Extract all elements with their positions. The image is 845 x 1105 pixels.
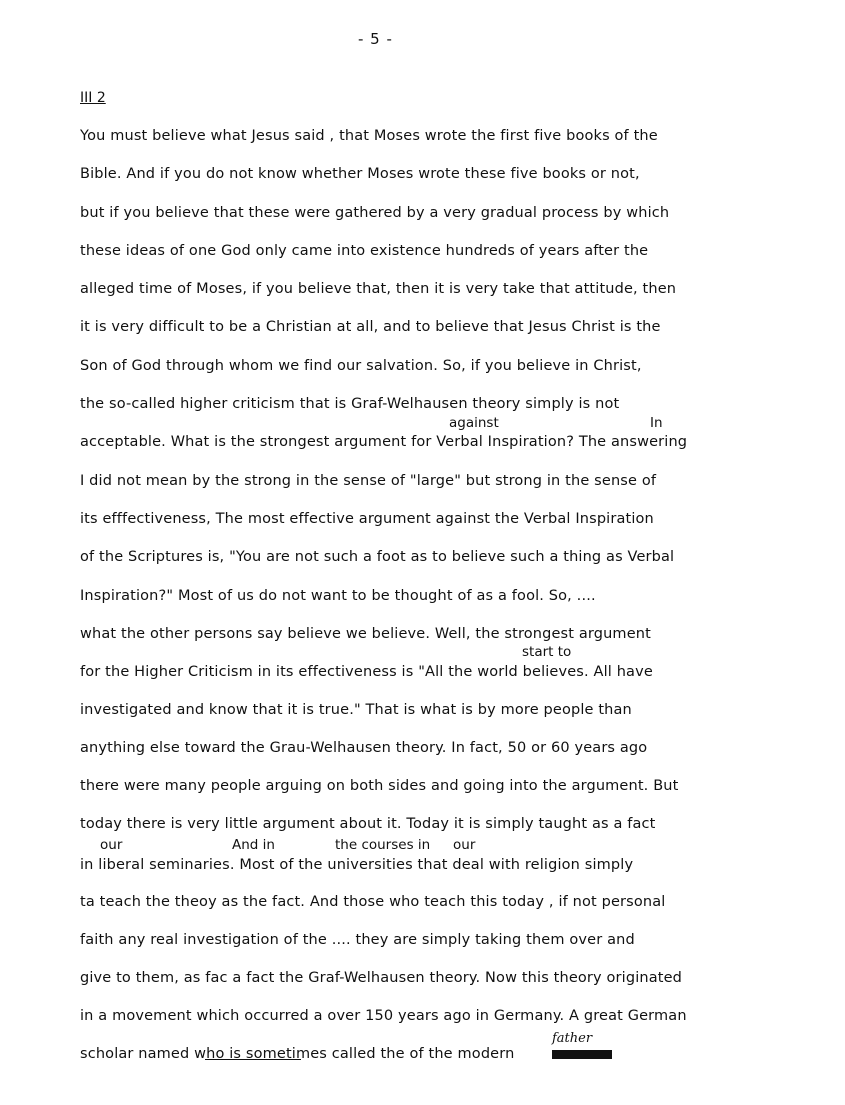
text-line: today there is very little argument about it. Today it is simply taught as a fact <box>80 816 656 832</box>
text-line: alleged time of Moses, if you believe that, then it is very take that attitude, then <box>80 281 677 297</box>
text-line: Bible. And if you do not know whether Moses wrote these five books or not, <box>80 166 640 182</box>
text-line: investigated and know that it is true." That is what is by more people than <box>80 702 632 718</box>
text-line: You must believe what Jesus said , that Moses wrote the first five books of the <box>80 128 658 144</box>
text-line: faith any real investigation of the .... they are simply taking them over and <box>80 932 635 948</box>
text-line: in liberal seminaries. Most of the universities that deal with religion simply <box>80 857 634 873</box>
handwritten-insertion-father: father <box>552 1031 593 1046</box>
text-line: Son of God through whom we find our salvation. So, if you believe in Christ, <box>80 358 642 374</box>
text-line: Inspiration?" Most of us do not want to be thought of as a fool. So, .... <box>80 588 596 604</box>
insertion-against: against <box>449 415 499 431</box>
text-line: for the Higher Criticism in its effectiveness is "All the world believes. All have <box>80 664 653 680</box>
insertion-and-in: And in <box>232 837 275 853</box>
text-line: I did not mean by the strong in the sense of "large" but strong in the sense of <box>80 473 657 489</box>
text-line: ta teach the theoy as the fact. And those who teach this today , if not personal <box>80 894 666 910</box>
insertion-our: our <box>453 837 476 853</box>
redaction-mark <box>552 1050 612 1059</box>
text-line: what the other persons say believe we believe. Well, the strongest argument <box>80 626 651 642</box>
text-line: in a movement which occurred a over 150 years ago in Germany. A great German <box>80 1008 687 1024</box>
text-line: its efffectiveness, The most effective argument against the Verbal Inspiration <box>80 511 654 527</box>
text-line: of the Scriptures is, "You are not such a foot as to believe such a thing as Verbal <box>80 549 675 565</box>
text-line: acceptable. What is the strongest argument for Verbal Inspiration? The answering <box>80 434 688 450</box>
insertion-our: our <box>100 837 123 853</box>
page-number: - 5 - <box>358 30 393 48</box>
text-line: it is very difficult to be a Christian at all, and to believe that Jesus Christ is the <box>80 319 661 335</box>
text-line: anything else toward the Grau-Welhausen theory. In fact, 50 or 60 years ago <box>80 740 648 756</box>
section-heading: III 2 <box>80 90 106 106</box>
text-line: there were many people arguing on both sides and going into the argument. But <box>80 778 679 794</box>
insertion-the-courses-in: the courses in <box>335 837 431 853</box>
insertion-start-to: start to <box>522 644 572 660</box>
text-line: scholar named who is sometimes called the of the modern <box>80 1046 515 1062</box>
insertion-in: In <box>650 415 663 431</box>
text-line: the so-called higher criticism that is Graf-Welhausen theory simply is not <box>80 396 620 412</box>
text-line: give to them, as fac a fact the Graf-Welhausen theory. Now this theory originated <box>80 970 683 986</box>
text-line: but if you believe that these were gathered by a very gradual process by which <box>80 205 670 221</box>
text-line: these ideas of one God only came into existence hundreds of years after the <box>80 243 649 259</box>
